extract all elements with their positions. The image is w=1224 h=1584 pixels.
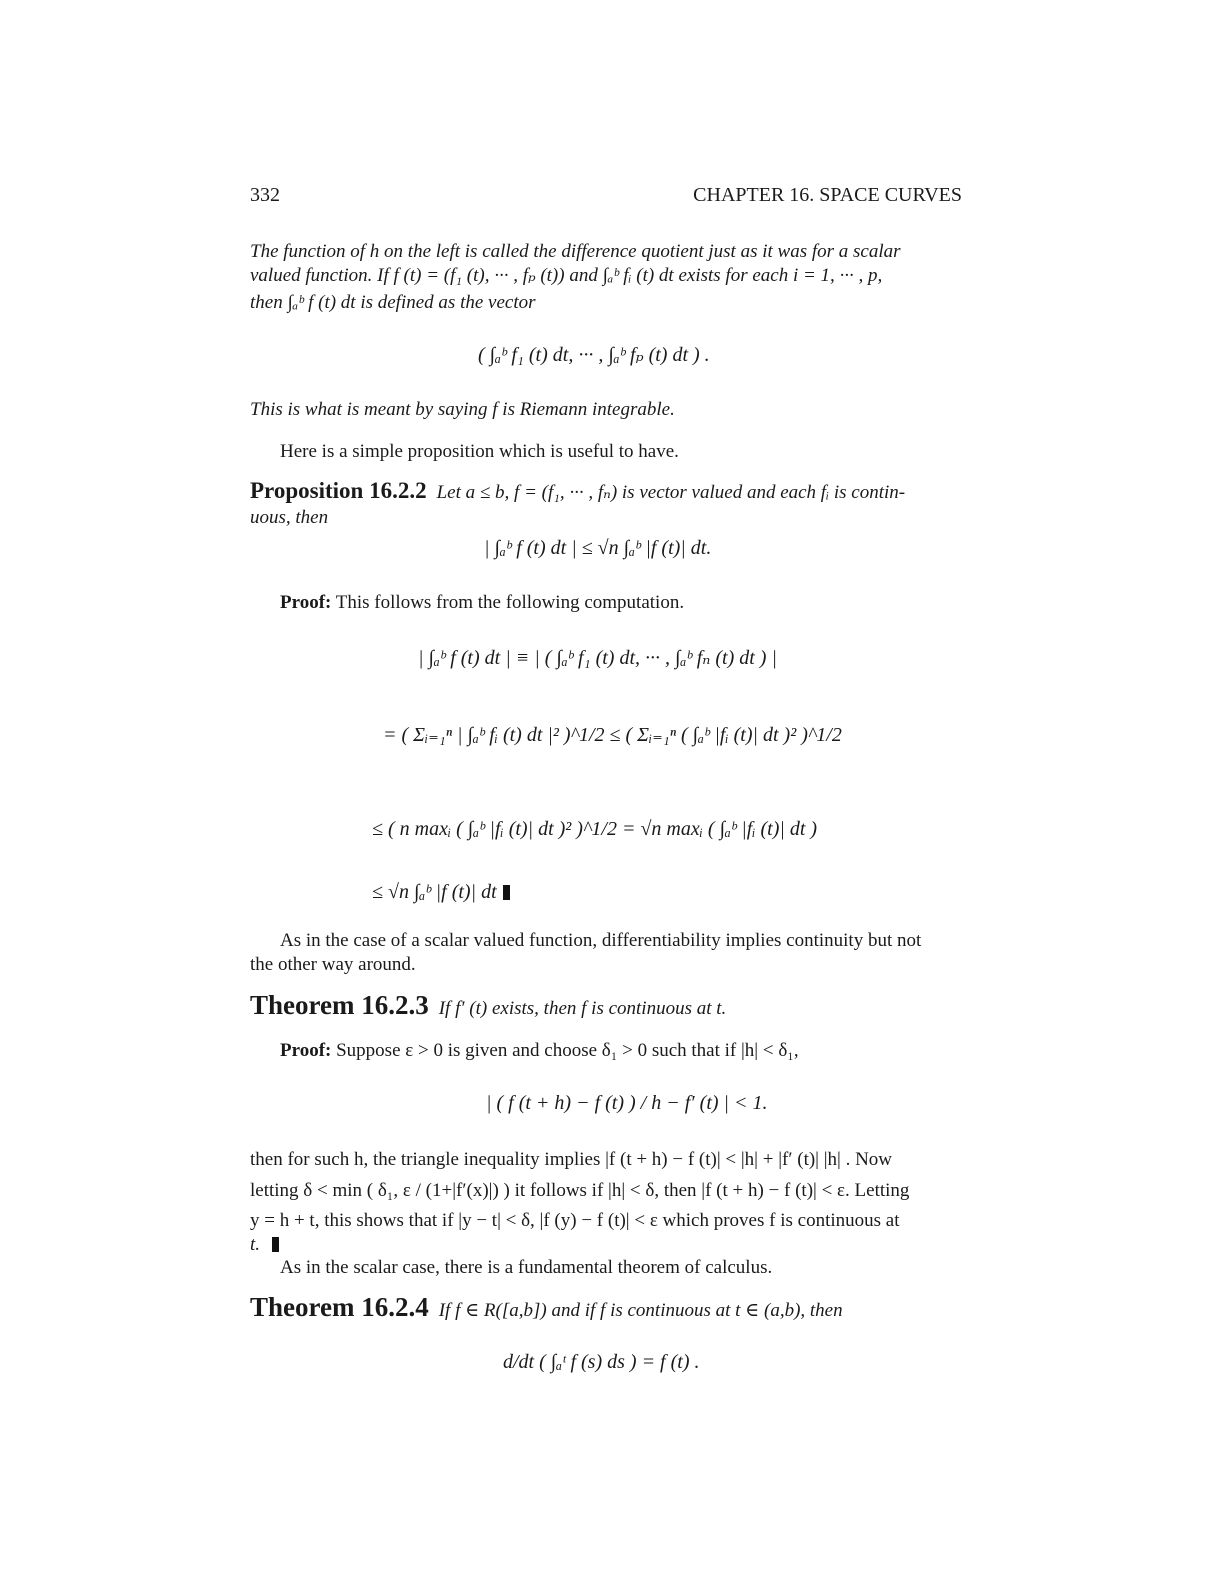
proposition-heading bbox=[250, 478, 905, 505]
proof-1-line-4-text: ≤ √n ∫ₐᵇ |f (t)| dt bbox=[372, 881, 497, 903]
intro-line-3: then ∫ₐᵇ f (t) dt is defined as the vector bbox=[250, 292, 536, 313]
continuity-text-1: As in the case of a scalar valued function, differentiability implies continuity but not bbox=[280, 930, 922, 951]
continuity-text-2: the other way around. bbox=[250, 954, 416, 975]
page-number: 332 bbox=[250, 184, 280, 206]
riemann-integrable-sentence: This is what is meant by saying f is Riemann integrable. bbox=[250, 399, 675, 420]
proof-1-label: Proof: bbox=[280, 592, 332, 613]
proof-1-line-2: = ( Σᵢ₌₁ⁿ | ∫ₐᵇ fᵢ (t) dt |² )^1/2 ≤ ( Σᵢ₌₁ⁿ ( ∫ₐᵇ |fᵢ (t)| dt )² )^1/2 bbox=[383, 724, 842, 746]
theorem-3-statement: If f′ (t) exists, then f is continuous at t. bbox=[438, 998, 727, 1019]
theorem-3-heading bbox=[250, 990, 726, 1021]
proof-2-line-3: y = h + t, this shows that if |y − t| < δ, |f (y) − f (t)| < ε which proves f is continuous at bbox=[250, 1210, 900, 1231]
proof-1-line-1: | ∫ₐᵇ f (t) dt | ≡ | ( ∫ₐᵇ f₁ (t) dt, ··· , ∫ₐᵇ fₙ (t) dt ) | bbox=[418, 647, 777, 669]
running-title: CHAPTER 16. SPACE CURVES bbox=[693, 184, 962, 206]
theorem-4-statement: If f ∈ R([a,b]) and if f is continuous at t ∈ (a,b), then bbox=[438, 1300, 843, 1321]
intro-line-2: valued function. If f (t) = (f₁ (t), ··· , fₚ (t)) and ∫ₐᵇ fᵢ (t) dt exists for each i = 1, ··· , p, bbox=[250, 265, 883, 286]
proposition-inequality: | ∫ₐᵇ f (t) dt | ≤ √n ∫ₐᵇ |f (t)| dt. bbox=[484, 537, 712, 559]
proof-1-line-4 bbox=[372, 881, 510, 904]
theorem-4-heading bbox=[250, 1292, 843, 1323]
qed-square-icon bbox=[503, 885, 510, 900]
proof-1-text: This follows from the following computation. bbox=[335, 592, 685, 613]
simple-proposition-intro: Here is a simple proposition which is useful to have. bbox=[280, 441, 679, 462]
qed-square-icon bbox=[272, 1237, 279, 1252]
proof-2-label: Proof: bbox=[280, 1040, 332, 1061]
difference-quotient-inequality: | ( f (t + h) − f (t) ) / h − f′ (t) | < 1. bbox=[486, 1092, 768, 1114]
theorem-3-label: Theorem 16.2.3 bbox=[250, 990, 429, 1020]
proof-2-line-2: letting δ < min ( δ₁, ε / (1+|f′(x)|) ) it follows if |h| < δ, then |f (t + h) − f (t)| < ε. Letting bbox=[250, 1180, 910, 1201]
proof-1-line-3: ≤ ( n maxᵢ ( ∫ₐᵇ |fᵢ (t)| dt )² )^1/2 = √n maxᵢ ( ∫ₐᵇ |fᵢ (t)| dt ) bbox=[372, 818, 818, 840]
proof-2-line-4 bbox=[250, 1233, 279, 1257]
proof-2-line-4-text: t. bbox=[250, 1234, 261, 1255]
proof-2-text: Suppose ε > 0 is given and choose δ₁ > 0 such that if |h| < δ₁, bbox=[336, 1040, 799, 1061]
fundamental-theorem-equation: d/dt ( ∫ₐᵗ f (s) ds ) = f (t) . bbox=[503, 1351, 700, 1373]
theorem-4-label: Theorem 16.2.4 bbox=[250, 1292, 429, 1322]
vector-integral-equation: ( ∫ₐᵇ f₁ (t) dt, ··· , ∫ₐᵇ fₚ (t) dt ) . bbox=[478, 344, 710, 366]
proof-2-intro bbox=[280, 1039, 799, 1063]
intro-line-1: The function of h on the left is called the difference quotient just as it was for a scalar bbox=[250, 241, 901, 262]
proof-2-line-1: then for such h, the triangle inequality implies |f (t + h) − f (t)| < |h| + |f′ (t)| |h| . Now bbox=[250, 1149, 893, 1170]
proposition-label: Proposition 16.2.2 bbox=[250, 478, 427, 503]
proposition-statement-2: uous, then bbox=[250, 507, 329, 528]
proof-1-intro bbox=[280, 591, 684, 615]
ftc-intro: As in the scalar case, there is a fundamental theorem of calculus. bbox=[280, 1257, 773, 1278]
proposition-statement-1: Let a ≤ b, f = (f₁, ··· , fₙ) is vector valued and each fᵢ is contin- bbox=[436, 482, 906, 503]
